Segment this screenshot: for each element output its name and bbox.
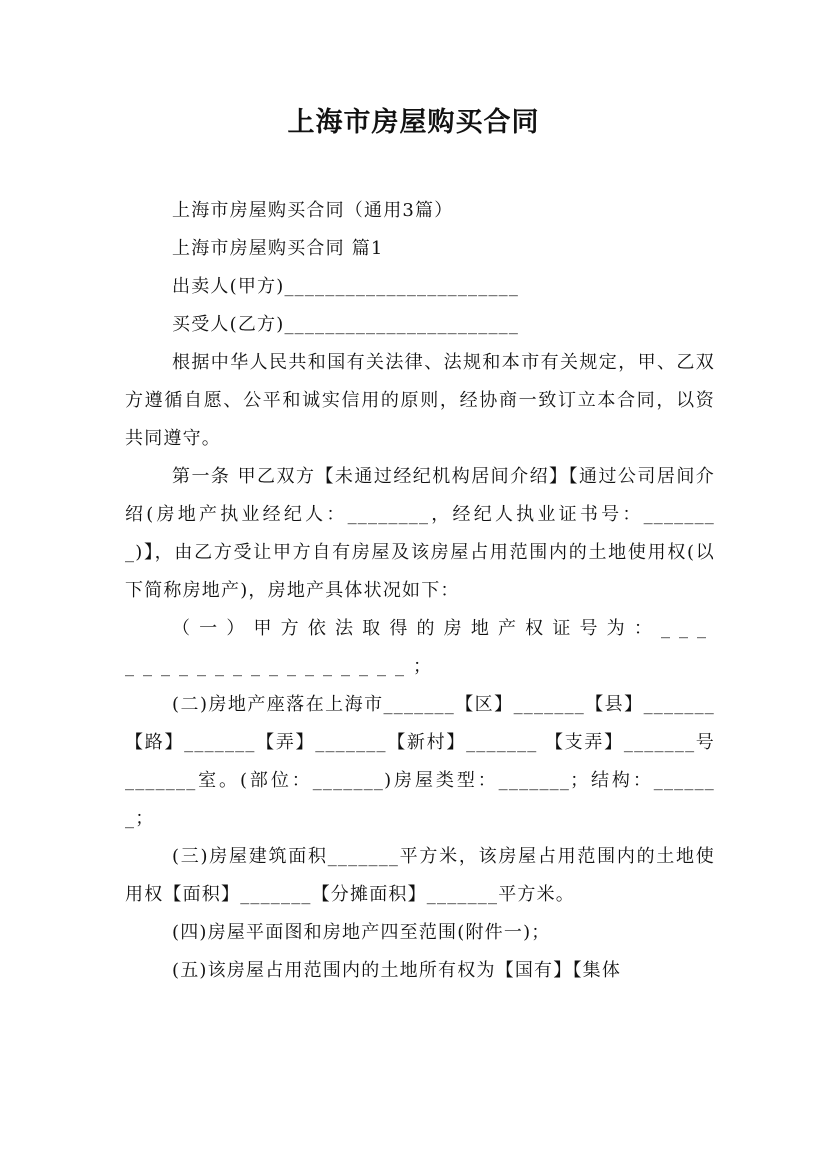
clause-two-paragraph: (二)房地产座落在上海市_______【区】_______【县】_______【路】_______【弄】_______【新村】_______ 【支弄】_______号_______室。(部位：_______)房屋类型：_______；结构：_______； (125, 694, 715, 829)
clause-five-paragraph: (五)该房屋占用范围内的土地所有权为【国有】【集体 (172, 960, 622, 981)
section-heading: 上海市房屋购买合同 篇1 (172, 238, 384, 259)
buyer-line: 买受人(乙方)_______________________ (172, 314, 520, 335)
clause-one-paragraph: （一）甲方依法取得的房地产权证号为：___________________； (125, 618, 715, 677)
clause-four-paragraph: (四)房屋平面图和房地产四至范围(附件一)； (172, 922, 551, 943)
document-body (125, 192, 715, 990)
article-one-paragraph: 第一条 甲乙双方【未通过经纪机构居间介绍】【通过公司居间介绍(房地产执业经纪人：________，经纪人执业证书号：________)】，由乙方受让甲方自有房屋及该房屋占用范围内的土地使用权(以下简称房地产)，房地产具体状况如下： (125, 466, 715, 601)
preamble-paragraph: 根据中华人民共和国有关法律、法规和本市有关规定，甲、乙双方遵循自愿、公平和诚实信用的原则，经协商一致订立本合同，以资共同遵守。 (125, 352, 715, 449)
seller-line: 出卖人(甲方)_______________________ (172, 276, 520, 297)
subtitle-line: 上海市房屋购买合同（通用3篇） (172, 200, 454, 221)
page-title: 上海市房屋购买合同 (287, 107, 540, 138)
clause-three-paragraph: (三)房屋建筑面积_______平方米，该房屋占用范围内的土地使用权【面积】_______【分摊面积】_______平方米。 (125, 846, 715, 905)
